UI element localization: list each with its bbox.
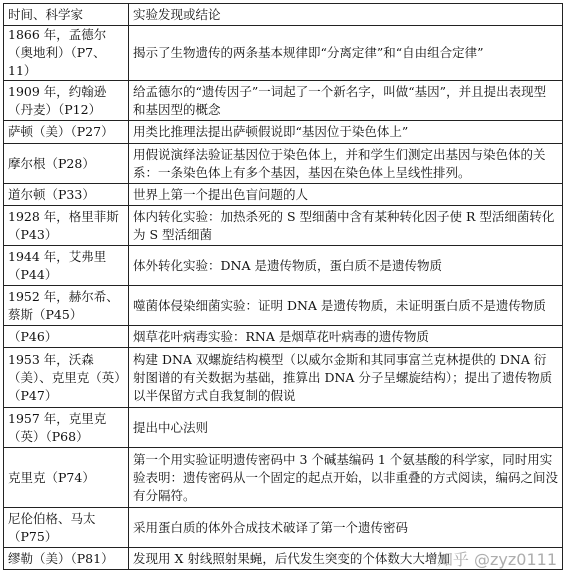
cell-scientist: 1866 年，孟德尔（奥地利）（P7、11） bbox=[4, 26, 129, 81]
cell-finding: 揭示了生物遗传的两条基本规律即“分离定律”和“自由组合定律” bbox=[129, 26, 563, 81]
table-row bbox=[4, 246, 563, 286]
table-row bbox=[4, 26, 563, 81]
table-row bbox=[4, 448, 563, 508]
cell-scientist: 摩尔根（P28） bbox=[4, 144, 129, 184]
cell-scientist: 萨顿（美）（P27） bbox=[4, 121, 129, 144]
cell-scientist: 尼伦伯格、马太（P75） bbox=[4, 508, 129, 548]
table-row bbox=[4, 408, 563, 448]
cell-scientist: 1944 年，艾弗里（P44） bbox=[4, 246, 129, 286]
watermark: 知乎 @zyz0111 bbox=[436, 550, 557, 569]
table-row bbox=[4, 121, 563, 144]
cell-finding: 给孟德尔的“遗传因子”一词起了一个新名字，叫做“基因”，并且提出表现型和基因型的概念 bbox=[129, 81, 563, 121]
cell-finding: 体内转化实验：加热杀死的 S 型细菌中含有某种转化因子使 R 型活细菌转化为 S 型活细菌 bbox=[129, 206, 563, 246]
cell-finding: 构建 DNA 双螺旋结构模型（以威尔金斯和其同事富兰克林提供的 DNA 衍射图谱的有关数据为基础，推算出 DNA 分子呈螺旋结构）；提出了遗传物质以半保留方式自我复制的假说 bbox=[129, 348, 563, 408]
cell-scientist: 克里克（P74） bbox=[4, 448, 129, 508]
cell-scientist: 1928 年，格里菲斯（P43） bbox=[4, 206, 129, 246]
cell-scientist: 道尔顿（P33） bbox=[4, 184, 129, 206]
cell-finding: 提出中心法则 bbox=[129, 408, 563, 448]
cell-finding: 发现用 X 射线照射果蝇，后代发生突变的个体数大大增加 bbox=[129, 548, 563, 570]
table-row bbox=[4, 508, 563, 548]
cell-finding: 采用蛋白质的体外合成技术破译了第一个遗传密码 bbox=[129, 508, 563, 548]
cell-finding: 体外转化实验：DNA 是遗传物质，蛋白质不是遗传物质 bbox=[129, 246, 563, 286]
history-table bbox=[3, 3, 563, 570]
cell-scientist: 缪勒（美）（P81） bbox=[4, 548, 129, 570]
cell-finding: 噬菌体侵染细菌实验：证明 DNA 是遗传物质，未证明蛋白质不是遗传物质 bbox=[129, 286, 563, 326]
table-row bbox=[4, 348, 563, 408]
header-scientist: 时间、科学家 bbox=[4, 4, 129, 26]
cell-scientist: 1909 年，约翰逊（丹麦）（P12） bbox=[4, 81, 129, 121]
cell-finding: 烟草花叶病毒实验：RNA 是烟草花叶病毒的遗传物质 bbox=[129, 326, 563, 348]
table-row bbox=[4, 144, 563, 184]
table-row bbox=[4, 286, 563, 326]
header-finding: 实验发现或结论 bbox=[129, 4, 563, 26]
cell-finding: 世界上第一个提出色盲问题的人 bbox=[129, 184, 563, 206]
table-row bbox=[4, 206, 563, 246]
cell-scientist: 1952 年，赫尔希、蔡斯（P45） bbox=[4, 286, 129, 326]
cell-finding: 第一个用实验证明遗传密码中 3 个碱基编码 1 个氨基酸的科学家，同时用实验表明：遗传密码从一个固定的起点开始，以非重叠的方式阅读，编码之间没有分隔符。 bbox=[129, 448, 563, 508]
table-header-row bbox=[4, 4, 563, 26]
cell-finding: 用假说演绎法验证基因位于染色体上，并和学生们测定出基因与染色体的关系：一条染色体上有多个基因，基因在染色体上呈线性排列。 bbox=[129, 144, 563, 184]
table-row bbox=[4, 184, 563, 206]
cell-scientist: 1953 年，沃森（美）、克里克（英）（P47） bbox=[4, 348, 129, 408]
cell-scientist: （P46） bbox=[4, 326, 129, 348]
cell-scientist: 1957 年，克里克（英）（P68） bbox=[4, 408, 129, 448]
table-row bbox=[4, 326, 563, 348]
table-row bbox=[4, 81, 563, 121]
cell-finding: 用类比推理法提出萨顿假说即“基因位于染色体上” bbox=[129, 121, 563, 144]
